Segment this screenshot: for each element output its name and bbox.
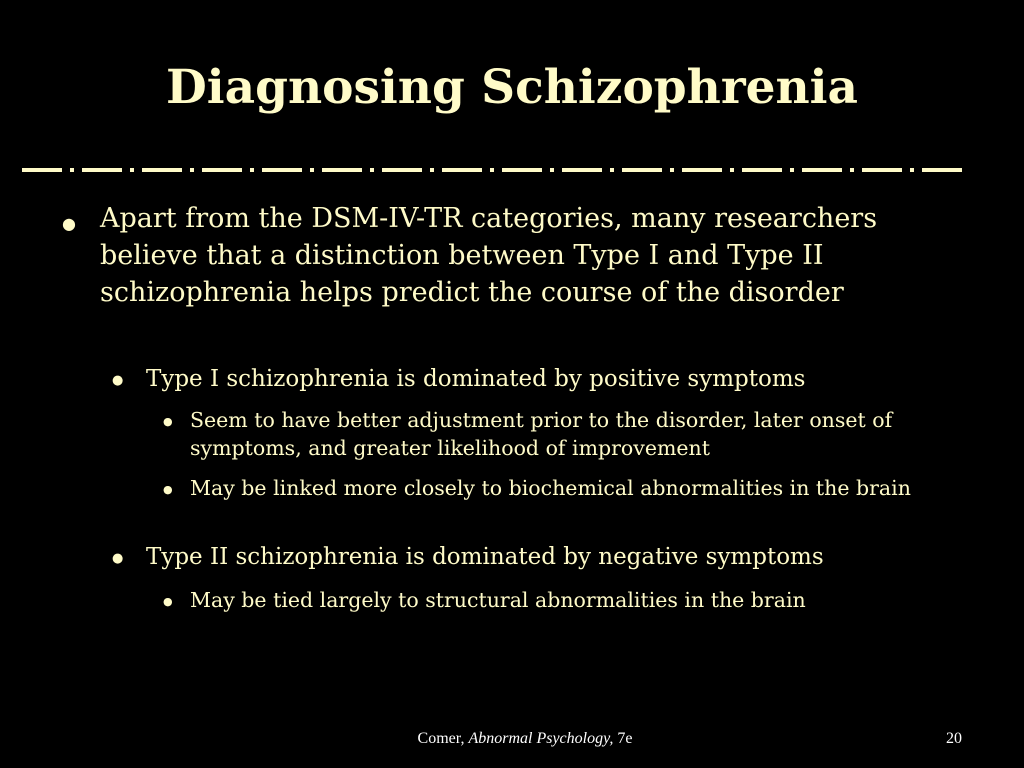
divider-dash — [742, 168, 782, 172]
footer-source — [0, 729, 1024, 749]
divider-dash — [382, 168, 422, 172]
divider-dash — [322, 168, 362, 172]
divider-dot — [370, 168, 374, 172]
bullet-level3: May be tied largely to structural abnormalities in the brain — [190, 588, 806, 612]
divider-dash — [22, 168, 62, 172]
divider-dash — [922, 168, 962, 172]
divider-dash — [622, 168, 662, 172]
divider-dot — [790, 168, 794, 172]
divider-dash — [442, 168, 482, 172]
footer-edition: 7e — [617, 730, 633, 747]
divider-dot — [670, 168, 674, 172]
bullet-dot-icon: ● — [62, 214, 76, 233]
divider-dot — [850, 168, 854, 172]
page-number: 20 — [946, 730, 962, 747]
bullet-dot-icon: ● — [112, 373, 124, 388]
divider-dot — [70, 168, 74, 172]
divider-dot — [250, 168, 254, 172]
bullet-level2: Type I schizophrenia is dominated by positive symptoms — [146, 366, 806, 392]
divider-dot — [490, 168, 494, 172]
divider-dash — [682, 168, 722, 172]
divider-dash — [502, 168, 542, 172]
bullet-dot-icon: ● — [163, 415, 173, 428]
divider-dash — [862, 168, 902, 172]
bullet-level1: Apart from the DSM-IV-TR categories, many researchers believe that a distinction between Type I and Type II schizophrenia helps predict the course of the disorder — [100, 203, 878, 308]
divider-dot — [910, 168, 914, 172]
divider-dash — [262, 168, 302, 172]
divider-dot — [310, 168, 314, 172]
divider-dot — [730, 168, 734, 172]
divider-dot — [130, 168, 134, 172]
bullet-dot-icon: ● — [163, 595, 173, 608]
divider-dot — [190, 168, 194, 172]
divider-dash — [82, 168, 122, 172]
footer-author: Comer, — [417, 730, 465, 747]
title-divider — [22, 160, 974, 180]
bullet-dot-icon: ● — [112, 551, 124, 566]
divider-dot — [550, 168, 554, 172]
slide-title: Diagnosing Schizophrenia — [166, 60, 858, 115]
bullet-dot-icon: ● — [163, 483, 173, 496]
divider-dot — [430, 168, 434, 172]
bullet-level3: May be linked more closely to biochemical abnormalities in the brain — [190, 476, 911, 500]
bullet-level2: Type II schizophrenia is dominated by negative symptoms — [146, 544, 824, 570]
divider-dash — [802, 168, 842, 172]
divider-dash — [202, 168, 242, 172]
divider-dash — [562, 168, 602, 172]
bullet-level3: Seem to have better adjustment prior to the disorder, later onset of symptoms, and greater likelihood of improvement — [190, 408, 893, 460]
divider-dash — [142, 168, 182, 172]
footer-book-title: Abnormal Psychology, — [468, 730, 614, 747]
divider-dot — [610, 168, 614, 172]
